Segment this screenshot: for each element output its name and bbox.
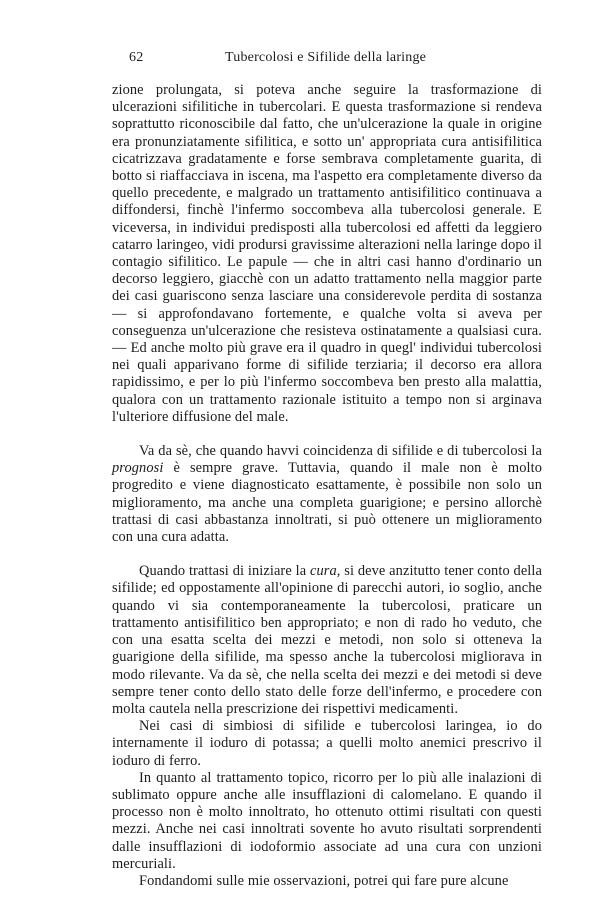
paragraph-closing <box>112 873 542 890</box>
italic-term-cura: cura <box>309 563 337 580</box>
running-header <box>112 50 542 70</box>
body-text <box>112 82 542 890</box>
paragraph-prognosis <box>112 443 542 546</box>
text-run: Quando trattasi di iniziare la <box>139 563 310 580</box>
paragraph-topical-treatment <box>112 770 542 873</box>
text-run: In quanto al trattamento topico, ricorro per lo più alle inalazioni di sublimato oppure anche alle insufflazioni di calomelano. E quando il processo non è molto innoltrato, ho ottenuto ottimi risultati con questi mezzi. Anche nei casi innoltrati sovente ho avuto risultati sorprendenti dalle insufflazioni di iodoformio associate ad una cura con unzioni mercuriali. <box>112 769 542 872</box>
paragraph-internal-medication <box>112 718 542 770</box>
italic-term-prognosi: prognosi <box>112 460 164 477</box>
text-run: Va da sè, che quando havvi coincidenza di sifilide e di tubercolosi la <box>139 443 542 460</box>
text-run: zione prolungata, si poteva anche seguire la trasformazione di ulcerazioni sifilitiche in tubercolari. E questa trasformazione si rendeva soprattutto riconoscibile dal fatto, che un'ulcerazione la quale in origine era pronunziatamente sifilitica, e sotto un' appropriata cura antisifilitica cicatrizzava gradatamente e forse sembrava completamente guarita, di botto si riaffacciava in iscena, ma l'aspetto era completamente diverso da quello precedente, e malgrado un trattamento antisifilitico continuava a diffondersi, finchè l'infermo soccombeva alla tubercolosi generale. E viceversa, in individui predisposti alla tubercolosi ed affetti da leggiero catarro laringeo, vidi prodursi gravissime alterazioni nella laringe dopo il contagio sifilitico. Le papule — che in altri casi hanno d'ordinario un decorso leggiero, giacchè con un adatto trattamento nella maggior parte dei casi guariscono senza lasciare una considerevole perdita di sostanza — si approfondavano fortemente, e qualche volta si aveva per conseguenza un'ulcerazione che resisteva ostinatamente a qualsiasi cura. — Ed anche molto più grave era il quadro in quegl' individui tubercolosi nei quali apparivano forme di sifilide terziaria; il decorso era allora rapidissimo, e per lo più l'infermo soccombeva ben presto alla malattia, qualora con un trattamento razionale istituito a tempo non si arginava l'ulteriore diffusione del male. <box>112 82 542 425</box>
paragraph-treatment <box>112 563 542 718</box>
page-number: 62 <box>129 50 144 65</box>
text-run: è sempre grave. Tuttavia, quando il male non è molto progredito e viene diagnosticato esattamente, è possibile non solo un miglioramento, ma anche una completa guarigione; e persino allorchè trattasi di casi abbastanza innoltrati, si può ottenere un miglioramento con una cura adatta. <box>112 460 542 546</box>
text-run: Fondandomi sulle mie osservazioni, potrei qui fare pure alcune <box>139 872 509 889</box>
text-run: , si deve anzitutto tener conto della sifilide; ed oppostamente all'opinione di parecchi autori, io soglio, anche quando vi sia contemporaneamente la tubercolosi, praticare un trattamento antisifilitico ben appropriato; e non di rado ho veduto, che con una esatta scelta dei mezzi e metodi, non solo si otteneva la guarigione della sifilide, ma spesso anche la tubercolosi migliorava in modo rilevante. Va da sè, che nella scelta dei mezzi e dei metodi si deve sempre tener conto dello stato delle forze dell'infermo, e procedere con molta cautela nella prescrizione dei rispettivi medicamenti. <box>112 563 542 717</box>
text-run: Nei casi di simbiosi di sifilide e tubercolosi laringea, io do internamente il ioduro di potassa; a quelli molto anemici prescrivo il ioduro di ferro. <box>112 718 542 769</box>
paragraph-symbiosis-observations <box>112 82 542 426</box>
running-title: Tubercolosi e Sifilide della laringe <box>225 50 427 65</box>
